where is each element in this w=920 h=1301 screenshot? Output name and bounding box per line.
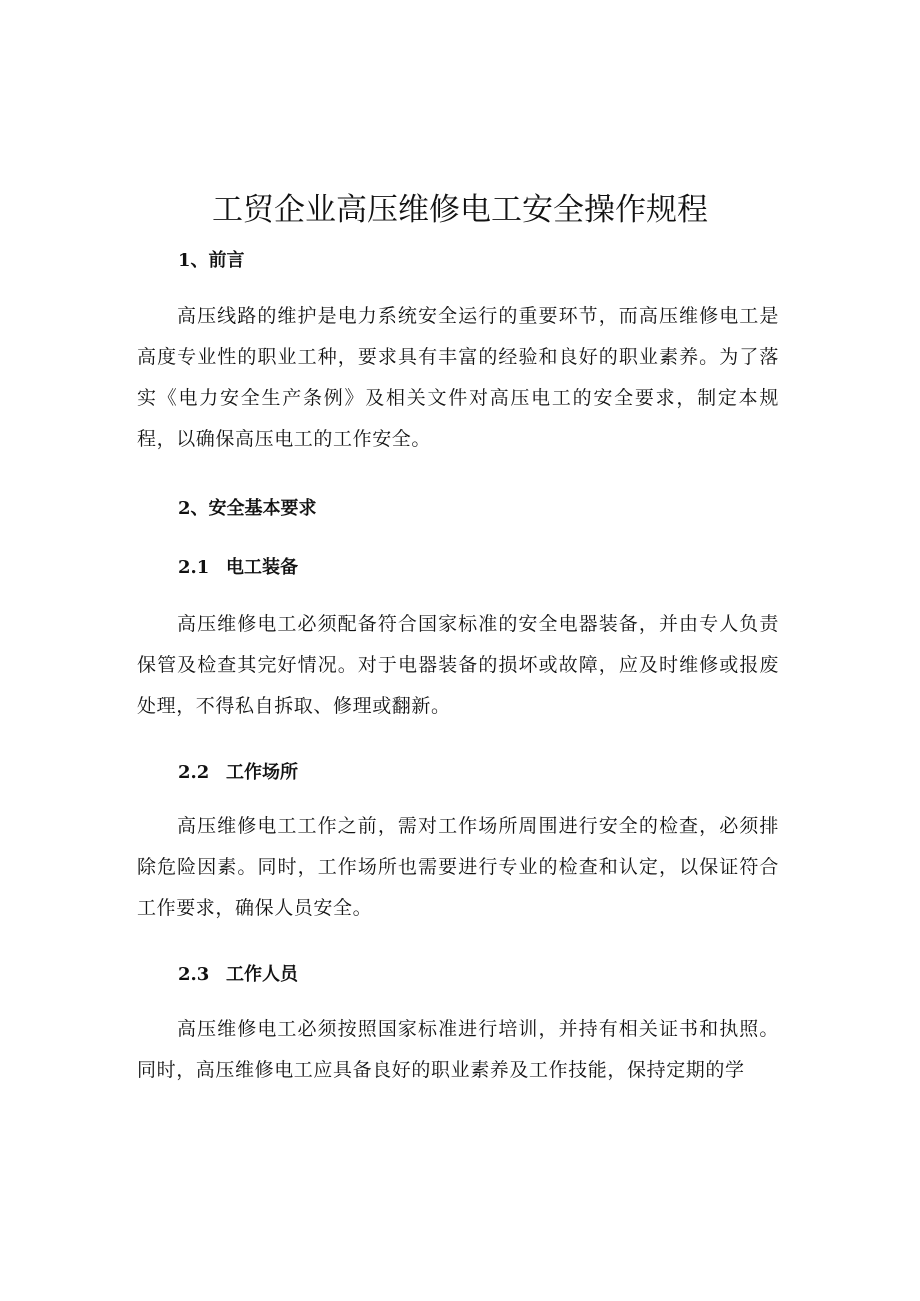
- section-title: 工作人员: [226, 964, 298, 985]
- section-heading-2-2: [178, 758, 298, 784]
- section-paragraph-1: 高压线路的维护是电力系统安全运行的重要环节，而高压维修电工是高度专业性的职业工种，要求具有丰富的经验和良好的职业素养。为了落实《电力安全生产条例》及相关文件对高压电工的安全要求，制定本规程，以确保高压电工的工作安全。: [137, 305, 779, 450]
- section-title: 电工装备: [226, 557, 298, 578]
- section-title: 安全基本要求: [208, 498, 317, 519]
- section-heading-2-1: [178, 553, 298, 579]
- section-paragraph-2-3: 高压维修电工必须按照国家标准进行培训，并持有相关证书和执照。同时，高压维修电工应具备良好的职业素养及工作技能，保持定期的学: [137, 1018, 779, 1081]
- document-title: 工贸企业高压维修电工安全操作规程: [212, 192, 708, 228]
- section-title: 前言: [208, 250, 245, 271]
- section-number: 1、: [178, 250, 209, 271]
- section-heading-1: [178, 246, 245, 272]
- section-title: 工作场所: [226, 762, 298, 783]
- section-number: 2、: [178, 498, 209, 519]
- section-number: 2.1: [178, 557, 210, 578]
- section-heading-2-3: [178, 960, 298, 986]
- section-paragraph-2-1: 高压维修电工必须配备符合国家标准的安全电器装备，并由专人负责保管及检查其完好情况。对于电器装备的损坏或故障，应及时维修或报废处理，不得私自拆取、修理或翻新。: [137, 613, 779, 717]
- section-number: 2.2: [178, 762, 210, 783]
- section-number: 2.3: [178, 964, 210, 985]
- section-paragraph-2-2: 高压维修电工工作之前，需对工作场所周围进行安全的检查，必须排除危险因素。同时，工作场所也需要进行专业的检查和认定，以保证符合工作要求，确保人员安全。: [137, 815, 779, 919]
- section-heading-2: [178, 494, 317, 520]
